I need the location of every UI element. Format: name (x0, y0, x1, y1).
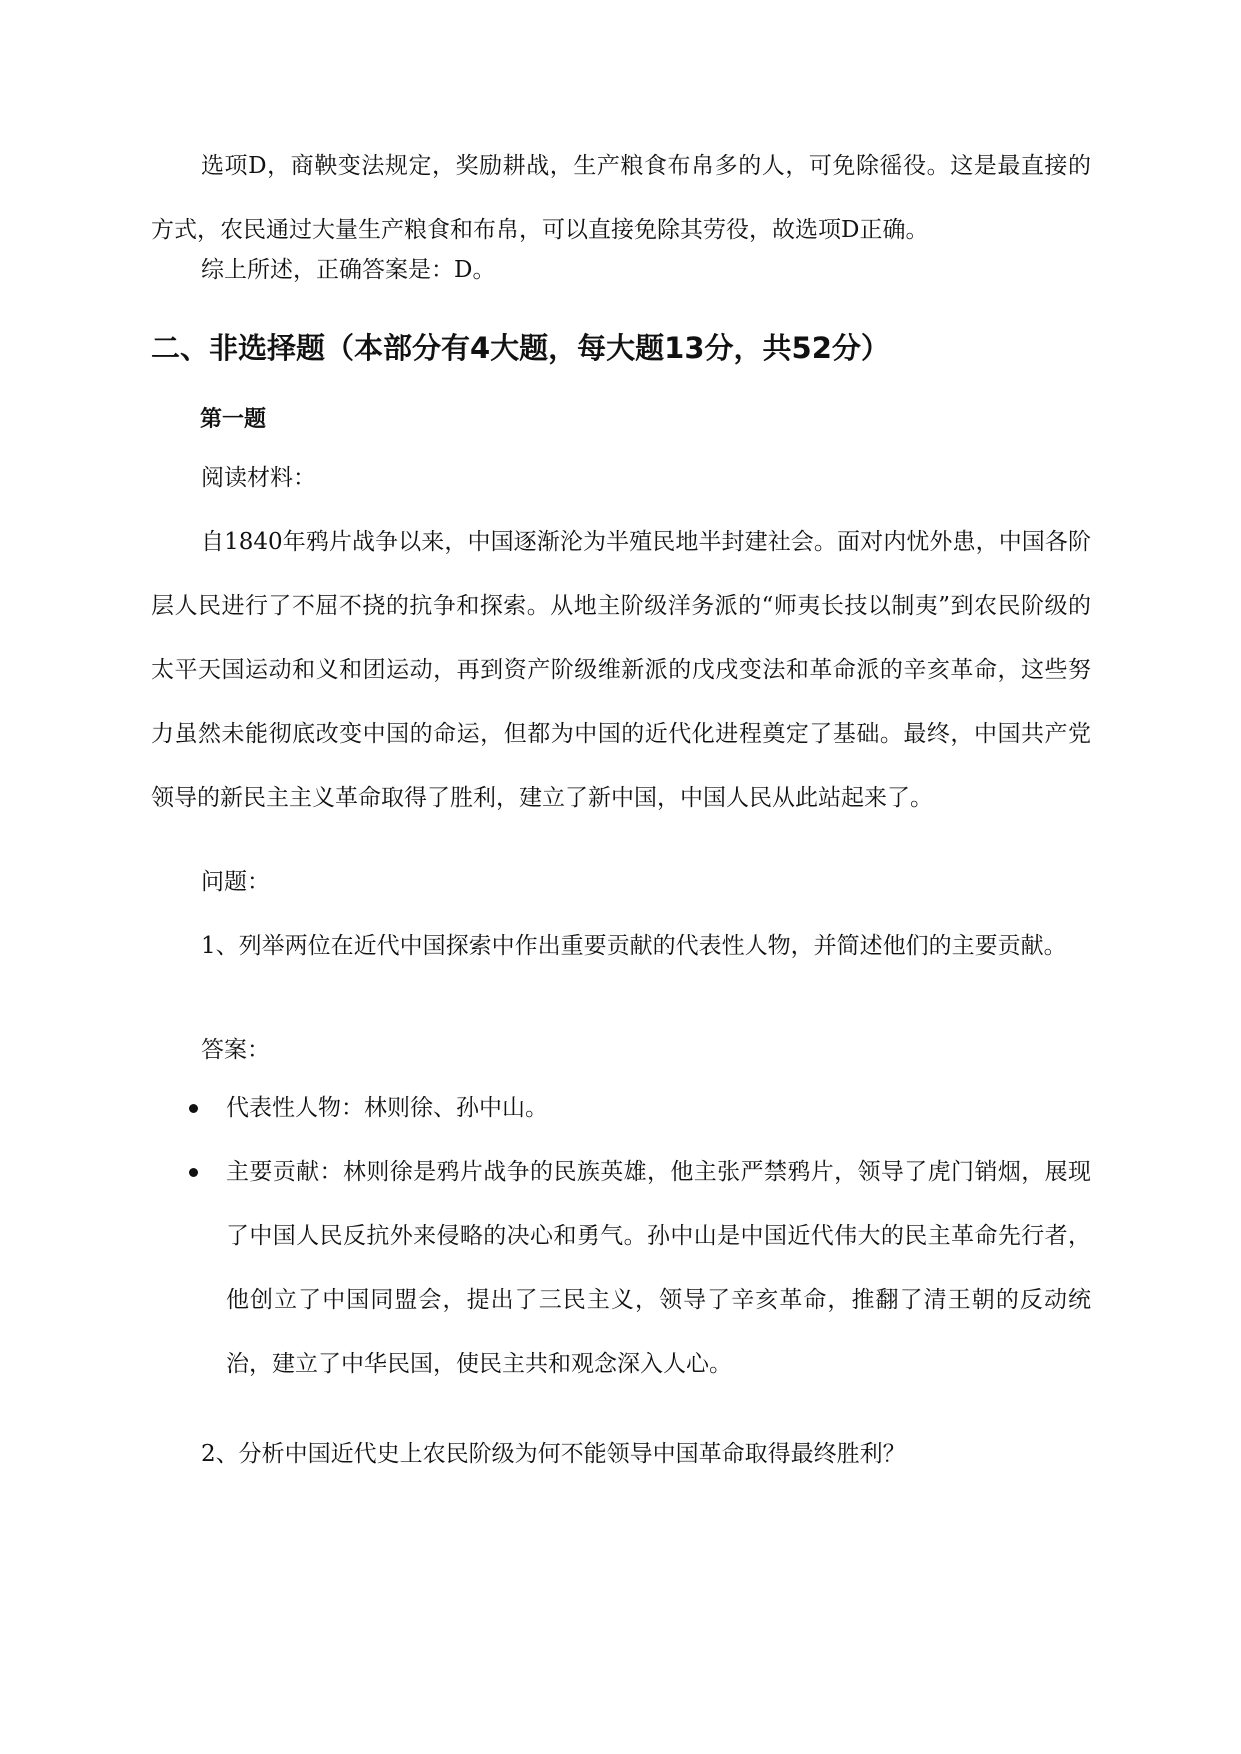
bullet-icon (189, 1168, 198, 1177)
question-2: 2、分析中国近代史上农民阶级为何不能领导中国革命取得最终胜利？ (201, 1441, 906, 1467)
list-item (151, 1076, 1091, 1140)
question-label: 问题： (201, 869, 270, 895)
bullet-icon (189, 1104, 198, 1113)
material-label: 阅读材料： (201, 465, 316, 491)
list-item (151, 1140, 1091, 1396)
question-1: 1、列举两位在近代中国探索中作出重要贡献的代表性人物，并简述他们的主要贡献。 (201, 933, 1067, 959)
summary-answer: 综上所述，正确答案是：D。 (201, 257, 496, 283)
answer-bullet-text: 代表性人物：林则徐、孙中山。 (226, 1095, 548, 1121)
option-d-explanation: 选项D，商鞅变法规定，奖励耕战，生产粮食布帛多的人，可免除徭役。这是最直接的方式，农民通过大量生产粮食和布帛，可以直接免除其劳役，故选项D正确。 (151, 153, 1091, 243)
answer-bullet-text: 主要贡献：林则徐是鸦片战争的民族英雄，他主张严禁鸦片，领导了虎门销烟，展现了中国人民反抗外来侵略的决心和勇气。孙中山是中国近代伟大的民主革命先行者，他创立了中国同盟会，提出了三民主义，领导了辛亥革命，推翻了清王朝的反动统治，建立了中华民国，使民主共和观念深入人心。 (226, 1159, 1091, 1377)
section-heading: 二、非选择题（本部分有4大题，每大题13分，共52分） (151, 331, 890, 365)
question-title: 第一题 (200, 407, 267, 432)
material-text: 自1840年鸦片战争以来，中国逐渐沦为半殖民地半封建社会。面对内忧外患，中国各阶层人民进行了不屈不挠的抗争和探索。从地主阶级洋务派的“师夷长技以制夷”到农民阶级的太平天国运动和义和团运动，再到资产阶级维新派的戊戌变法和革命派的辛亥革命，这些努力虽然未能彻底改变中国的命运，但都为中国的近代化进程奠定了基础。最终，中国共产党领导的新民主主义革命取得了胜利，建立了新中国，中国人民从此站起来了。 (151, 529, 1091, 811)
answer-list (151, 1076, 1091, 1396)
answer-label: 答案： (201, 1037, 270, 1063)
